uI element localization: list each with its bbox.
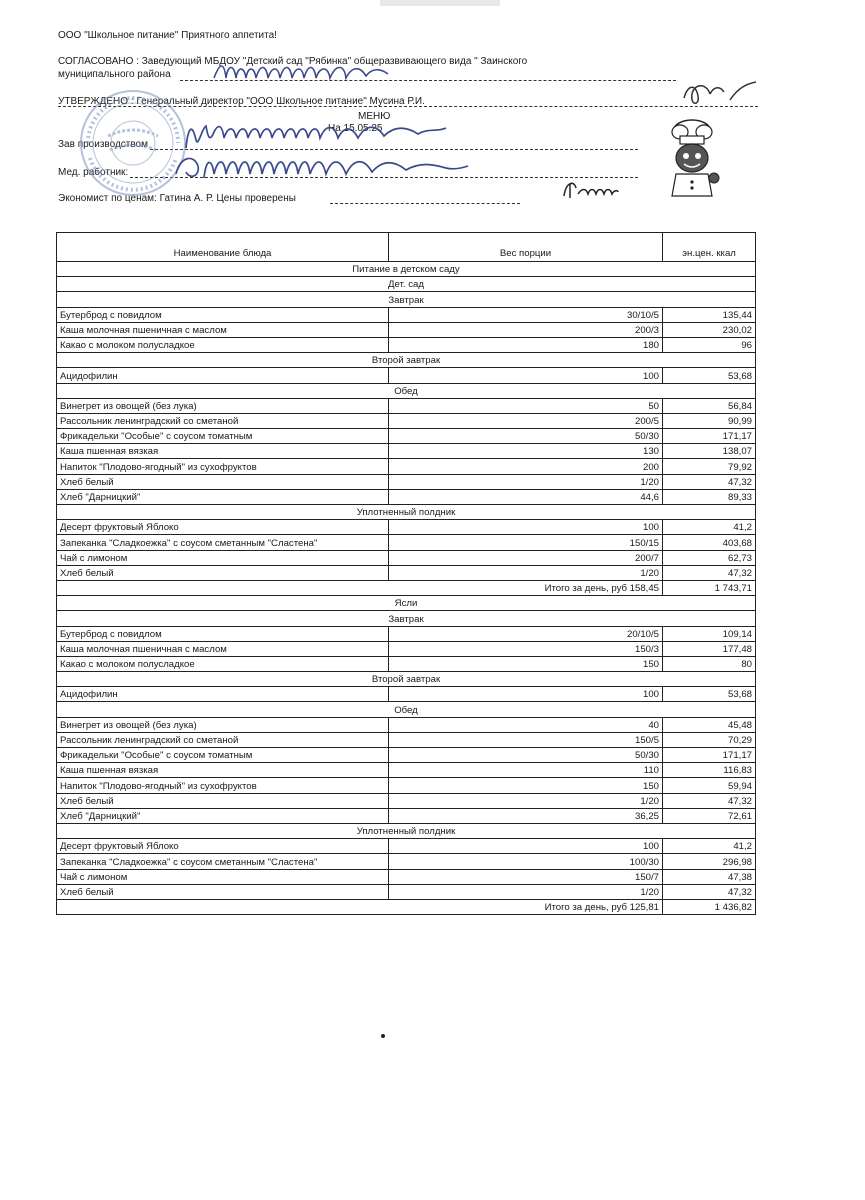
portion-weight: 150/7	[389, 869, 663, 884]
table-row	[57, 565, 756, 580]
scan-dot	[381, 1034, 385, 1038]
energy-kcal: 171,17	[663, 429, 756, 444]
portion-weight: 200	[389, 459, 663, 474]
energy-kcal: 47,32	[663, 884, 756, 899]
table-row	[57, 474, 756, 489]
energy-kcal: 70,29	[663, 732, 756, 747]
portion-weight: 100/30	[389, 854, 663, 869]
table-row	[57, 398, 756, 413]
energy-kcal: 47,38	[663, 869, 756, 884]
section-title: Завтрак	[57, 292, 756, 307]
section-row	[57, 611, 756, 626]
dish-name: Чай с лимоном	[57, 550, 389, 565]
dish-name: Фрикадельки "Особые" с соусом томатным	[57, 429, 389, 444]
energy-kcal: 59,94	[663, 778, 756, 793]
column-header-kcal: эн.цен. ккал	[663, 233, 756, 262]
dish-name: Хлеб белый	[57, 474, 389, 489]
energy-kcal: 41,2	[663, 520, 756, 535]
section-title: Питание в детском саду	[57, 262, 756, 277]
section-title: Завтрак	[57, 611, 756, 626]
portion-weight: 44,6	[389, 489, 663, 504]
table-row	[57, 687, 756, 702]
table-row	[57, 869, 756, 884]
energy-kcal: 41,2	[663, 839, 756, 854]
portion-weight: 110	[389, 763, 663, 778]
table-row	[57, 444, 756, 459]
dish-name: Каша молочная пшеничная с маслом	[57, 641, 389, 656]
section-title: Уплотненный полдник	[57, 823, 756, 838]
energy-kcal: 177,48	[663, 641, 756, 656]
dish-name: Запеканка "Сладкоежка" с соусом сметанным "Сластена"	[57, 535, 389, 550]
section-title: Второй завтрак	[57, 353, 756, 368]
dish-name: Ацидофилин	[57, 687, 389, 702]
section-title: Уплотненный полдник	[57, 505, 756, 520]
table-row	[57, 550, 756, 565]
portion-weight: 150	[389, 656, 663, 671]
portion-weight: 1/20	[389, 565, 663, 580]
portion-weight: 200/7	[389, 550, 663, 565]
production-head-label: Зав производством	[58, 139, 148, 150]
portion-weight: 50	[389, 398, 663, 413]
scan-artifact	[380, 0, 500, 6]
dish-name: Хлеб белый	[57, 793, 389, 808]
energy-kcal: 116,83	[663, 763, 756, 778]
portion-weight: 100	[389, 368, 663, 383]
chef-logo-icon	[662, 118, 722, 198]
table-row	[57, 656, 756, 671]
table-row	[57, 520, 756, 535]
dish-name: Ацидофилин	[57, 368, 389, 383]
energy-kcal: 47,32	[663, 474, 756, 489]
table-row	[57, 854, 756, 869]
portion-weight: 150/15	[389, 535, 663, 550]
director-signature	[680, 78, 760, 108]
portion-weight: 1/20	[389, 884, 663, 899]
energy-kcal: 109,14	[663, 626, 756, 641]
economist-signature	[560, 178, 620, 200]
agreed-signature	[210, 58, 400, 84]
portion-weight: 150/5	[389, 732, 663, 747]
table-row	[57, 535, 756, 550]
dish-name: Рассольник ленинградский со сметаной	[57, 413, 389, 428]
dish-name: Хлеб белый	[57, 884, 389, 899]
section-row	[57, 702, 756, 717]
table-row	[57, 641, 756, 656]
portion-weight: 50/30	[389, 429, 663, 444]
energy-kcal: 47,32	[663, 793, 756, 808]
energy-kcal: 62,73	[663, 550, 756, 565]
portion-weight: 100	[389, 520, 663, 535]
menu-table	[56, 232, 756, 915]
column-header-weight: Вес порции	[389, 233, 663, 262]
medical-signature	[170, 150, 470, 186]
portion-weight: 180	[389, 337, 663, 352]
section-row	[57, 292, 756, 307]
table-row	[57, 337, 756, 352]
table-row	[57, 322, 756, 337]
dish-name: Десерт фруктовый Яблоко	[57, 520, 389, 535]
table-header-row	[57, 233, 756, 262]
table-row	[57, 884, 756, 899]
section-title: Дет. сад	[57, 277, 756, 292]
table-row	[57, 808, 756, 823]
section-row	[57, 672, 756, 687]
section-title: Второй завтрак	[57, 672, 756, 687]
dish-name: Винегрет из овощей (без лука)	[57, 398, 389, 413]
section-row	[57, 596, 756, 611]
table-row	[57, 793, 756, 808]
portion-weight: 20/10/5	[389, 626, 663, 641]
energy-kcal: 296,98	[663, 854, 756, 869]
menu-title: МЕНЮ	[358, 111, 391, 122]
energy-kcal: 90,99	[663, 413, 756, 428]
portion-weight: 1/20	[389, 474, 663, 489]
section-title: Обед	[57, 702, 756, 717]
dish-name: Рассольник ленинградский со сметаной	[57, 732, 389, 747]
energy-kcal: 45,48	[663, 717, 756, 732]
energy-kcal: 56,84	[663, 398, 756, 413]
energy-kcal: 80	[663, 656, 756, 671]
table-row	[57, 763, 756, 778]
dish-name: Винегрет из овощей (без лука)	[57, 717, 389, 732]
table-row	[57, 459, 756, 474]
dish-name: Десерт фруктовый Яблоко	[57, 839, 389, 854]
table-row	[57, 839, 756, 854]
production-head-signature	[180, 118, 450, 154]
energy-kcal: 53,68	[663, 687, 756, 702]
energy-kcal: 135,44	[663, 307, 756, 322]
total-row	[57, 580, 756, 595]
dish-name: Бутерброд с повидлом	[57, 626, 389, 641]
section-row	[57, 277, 756, 292]
energy-kcal: 53,68	[663, 368, 756, 383]
section-row	[57, 262, 756, 277]
dish-name: Каша пшенная вязкая	[57, 763, 389, 778]
portion-weight: 200/3	[389, 322, 663, 337]
dish-name: Фрикадельки "Особые" с соусом томатным	[57, 748, 389, 763]
dish-name: Напиток "Плодово-ягодный" из сухофруктов	[57, 778, 389, 793]
table-row	[57, 429, 756, 444]
dish-name: Запеканка "Сладкоежка" с соусом сметанным "Сластена"	[57, 854, 389, 869]
dish-name: Хлеб "Дарницкий"	[57, 808, 389, 823]
agreed-line-1: СОГЛАСОВАНО : Заведующий МБДОУ "Детский сад "Рябинка" общеразвивающего вида " Заинского	[58, 56, 528, 67]
energy-kcal: 171,17	[663, 748, 756, 763]
table-row	[57, 489, 756, 504]
section-row	[57, 505, 756, 520]
table-row	[57, 307, 756, 322]
portion-weight: 30/10/5	[389, 307, 663, 322]
table-row	[57, 413, 756, 428]
section-title: Обед	[57, 383, 756, 398]
dish-name: Какао с молоком полусладкое	[57, 337, 389, 352]
column-header-name: Наименование блюда	[57, 233, 389, 262]
section-row	[57, 823, 756, 838]
portion-weight: 150/3	[389, 641, 663, 656]
energy-kcal: 79,92	[663, 459, 756, 474]
energy-kcal: 230,02	[663, 322, 756, 337]
economist-line: Экономист по ценам: Гатина А. Р. Цены проверены	[58, 193, 296, 204]
section-row	[57, 353, 756, 368]
dish-name: Хлеб белый	[57, 565, 389, 580]
total-kcal: 1 436,82	[663, 899, 756, 914]
dish-name: Хлеб "Дарницкий"	[57, 489, 389, 504]
table-row	[57, 717, 756, 732]
table-row	[57, 368, 756, 383]
portion-weight: 130	[389, 444, 663, 459]
total-row	[57, 899, 756, 914]
portion-weight: 40	[389, 717, 663, 732]
company-line: ООО "Школьное питание" Приятного аппетита!	[58, 30, 277, 41]
section-row	[57, 383, 756, 398]
energy-kcal: 138,07	[663, 444, 756, 459]
total-label: Итого за день, руб 125,81	[389, 899, 663, 914]
total-label: Итого за день, руб 158,45	[389, 580, 663, 595]
portion-weight: 150	[389, 778, 663, 793]
dish-name: Бутерброд с повидлом	[57, 307, 389, 322]
dish-name: Каша пшенная вязкая	[57, 444, 389, 459]
table-row	[57, 748, 756, 763]
portion-weight: 36,25	[389, 808, 663, 823]
total-empty-cell	[57, 580, 389, 595]
section-title: Ясли	[57, 596, 756, 611]
portion-weight: 200/5	[389, 413, 663, 428]
portion-weight: 1/20	[389, 793, 663, 808]
dish-name: Каша молочная пшеничная с маслом	[57, 322, 389, 337]
table-row	[57, 732, 756, 747]
table-row	[57, 778, 756, 793]
economist-signature-line	[330, 203, 520, 204]
dish-name: Чай с лимоном	[57, 869, 389, 884]
approved-line: УТВЕРЖДЕНО : Генеральный директор "ООО Школьное питание" Мусина Р.И.	[58, 96, 425, 107]
agreed-line-2: муниципального района	[58, 69, 171, 80]
energy-kcal: 47,32	[663, 565, 756, 580]
table-row	[57, 626, 756, 641]
energy-kcal: 72,61	[663, 808, 756, 823]
dish-name: Напиток "Плодово-ягодный" из сухофруктов	[57, 459, 389, 474]
portion-weight: 100	[389, 687, 663, 702]
portion-weight: 50/30	[389, 748, 663, 763]
energy-kcal: 403,68	[663, 535, 756, 550]
portion-weight: 100	[389, 839, 663, 854]
medical-worker-label: Мед. работник:	[58, 167, 129, 178]
energy-kcal: 89,33	[663, 489, 756, 504]
total-empty-cell	[57, 899, 389, 914]
total-kcal: 1 743,71	[663, 580, 756, 595]
energy-kcal: 96	[663, 337, 756, 352]
menu-date: На 15.05.25	[328, 123, 383, 134]
dish-name: Какао с молоком полусладкое	[57, 656, 389, 671]
